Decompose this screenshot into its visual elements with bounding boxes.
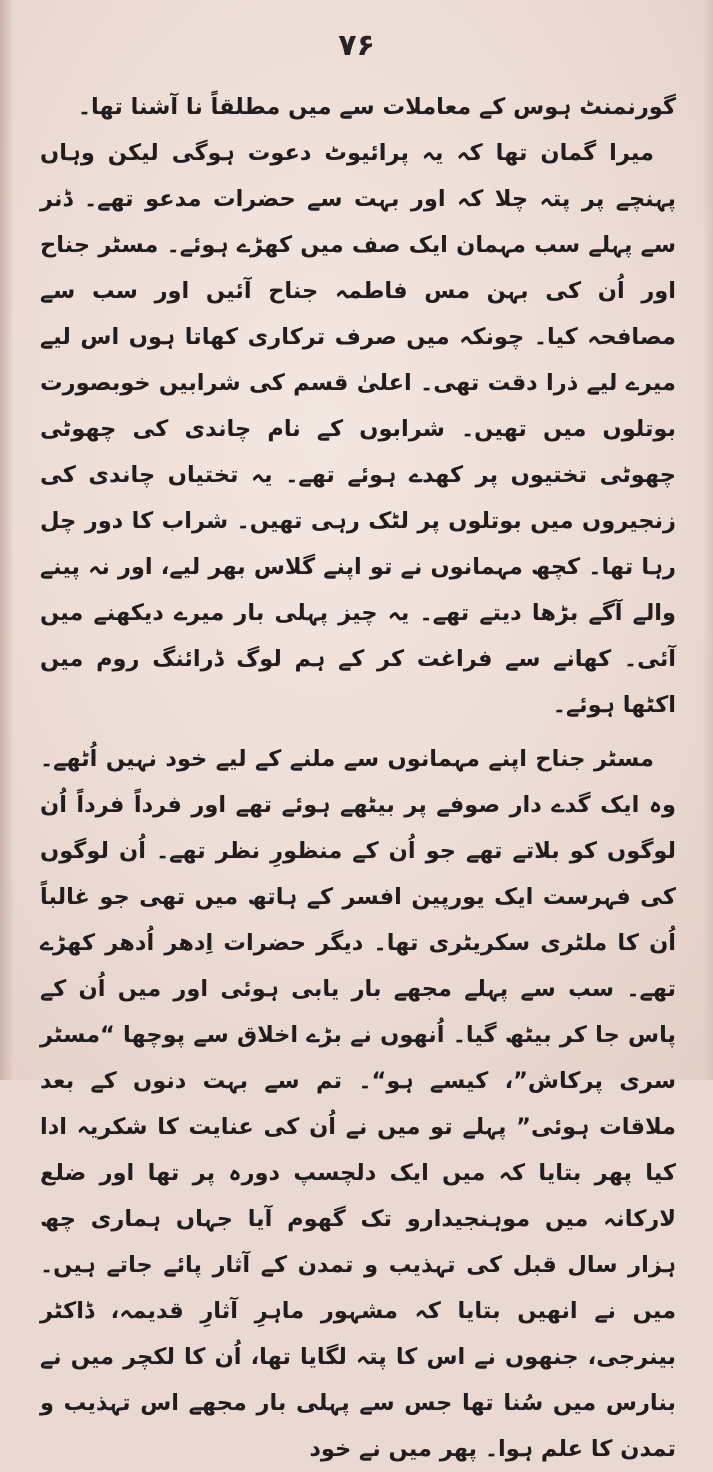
page-left-edge-shadow	[0, 0, 14, 1080]
paragraph-1: گورنمنٹ ہوس کے معاملات سے میں مطلقاً نا آشنا تھا۔	[77, 94, 676, 120]
paragraph-3: مسٹر جناح اپنے مہمانوں سے ملنے کے لیے خود نہیں اُٹھے۔ وہ ایک گدے دار صوفے پر بیٹھے ہوئے تھے اور فرداً فرداً اُن لوگوں کو بلاتے تھے جو اُن کے منظورِ نظر تھے۔ اُن لوگوں کی فہرست ایک یورپین افسر کے ہاتھ میں تھی جو غالباً اُن کا ملٹری سکریٹری تھا۔ دیگر حضرات اِدھر اُدھر کھڑے تھے۔ سب سے پہلے مجھے بار یابی ہوئی اور میں اُن کے پاس جا کر بیٹھ گیا۔ اُنھوں نے بڑے اخلاق سے پوچھا “مسٹر سری پرکاش”، کیسے ہو“۔ تم سے بہت دنوں کے بعد ملاقات ہوئی” پہلے تو میں نے اُن کی عنایت کا شکریہ ادا کیا پھر بتایا کہ میں ایک دلچسپ دورہ پر تھا اور ضلع لارکانہ میں موہنجیدارو تک گھوم آیا جہاں ہماری چھ ہزار سال قبل کی تہذیب و تمدن کے آثار پائے جاتے ہیں۔ میں نے انھیں بتایا کہ مشہور ماہرِ آثارِ قدیمہ، ڈاکٹر بینرجی، جنھوں نے اس کا پتہ لگایا تھا، اُن کا لکچر میں نے بنارس میں سُنا تھا جس سے پہلی بار مجھے اس تہذیب و تمدن کا علم ہوا۔ پھر میں نے خود	[40, 746, 676, 1462]
page-number: ۷۶	[338, 28, 375, 63]
page-right-edge-shadow	[703, 0, 713, 1080]
paragraph-2: میرا گمان تھا کہ یہ پرائیوٹ دعوت ہوگی لیکن وہاں پہنچے پر پتہ چلا کہ اور بہت سے حضرات مدعو تھے۔ ڈنر سے پہلے سب مہمان ایک صف میں کھڑے ہوئے۔ مسٹر جناح اور اُن کی بہن مس فاطمہ جناح آئیں اور سب سے مصافحہ کیا۔ چونکہ میں صرف ترکاری کھاتا ہوں اس لیے میرے لیے ذرا دقت تھی۔ اعلیٰ قسم کی شرابیں خوبصورت بوتلوں میں تھیں۔ شرابوں کے نام چاندی کی چھوٹی چھوٹی تختیوں پر کھدے ہوئے تھے۔ یہ تختیاں چاندی کی زنجیروں میں بوتلوں پر لٹک رہی تھیں۔ شراب کا دور چل رہا تھا۔ کچھ مہمانوں نے تو اپنے گلاس بھر لیے، اور نہ پینے والے آگے بڑھا دیتے تھے۔ یہ چیز پہلی بار میرے دیکھنے میں آئی۔ کھانے سے فراغت کر کے ہم لوگ ڈرائنگ روم میں اکٹھا ہوئے۔	[40, 140, 676, 718]
body-text	[40, 84, 676, 1472]
